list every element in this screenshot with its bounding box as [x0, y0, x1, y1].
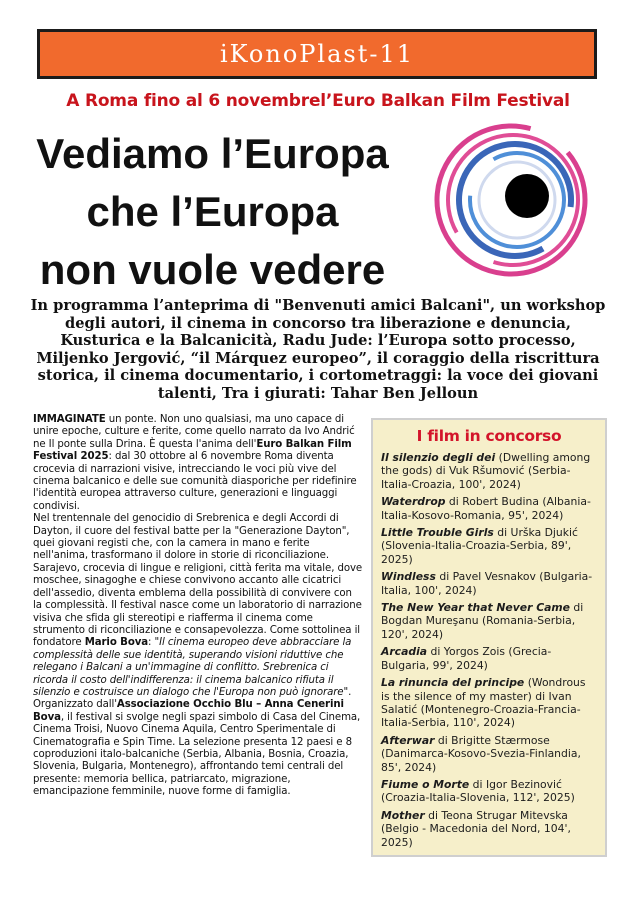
film-entry: Waterdrop di Robert Budina (Albania-Italia-Kosovo-Romania, 95', 2024)	[381, 495, 591, 522]
film-title: Fiume o Morte	[381, 777, 470, 791]
kicker-line: A Roma fino al 6 novembrel’Euro Balkan Film Festival	[66, 91, 570, 111]
film-title: Afterwar	[381, 733, 435, 747]
film-entry: La rinuncia del principe (Wondrous is the silence of my master) di Ivan Salatić (Montenegro-Croazia-Francia-Italia-Serbia, 110', 2024)	[381, 676, 586, 730]
article-paragraph-3: Organizzato dall'Associazione Occhio Blu – Anna Cenerini Bova, il festival si svolge negli spazi simbolo di Casa del Cinema, Cinema Troisi, Nuovo Cinema Aquila, Centro Sperimentale di Cinematografia e Spin Time. La selezione presenta 12 paesi e 8 coproduzioni italo-balcaniche (Serbia, Albania, Bosnia, Croazia, Slovenia, Bulgaria, Montenegro), affrontando temi centrali del presente: memoria bellica, patriarcato, migrazione, emancipazione femminile, nuove forme di famiglia.	[33, 699, 361, 798]
subheadline: In programma l’anteprima di "Benvenuti amici Balcani", un workshop degli autori, il cinema in concorso tra liberazione e denuncia, Kusturica e la Balcanicità, Radu Jude: l’Europa sotto processo, Miljenko Jergović, “il Márquez europeo”, il coraggio della riscrittura storica, il cinema documentario, i cortometraggi: la voce dei giovani talenti, Tra i giurati: Tahar Ben Jelloun	[30, 297, 606, 402]
film-title: Waterdrop	[381, 495, 446, 509]
sidebar-title: I film in concorso	[416, 427, 562, 445]
film-title: La rinuncia del principe	[381, 676, 525, 690]
eye-pupil	[505, 174, 549, 218]
film-entry: Il silenzio degli dei (Dwelling among the gods) di Vuk Ršumović (Serbia-Italia-Croazia, 100', 2024)	[381, 451, 591, 491]
film-entry: Mother di Teona Strugar Mitevska (Belgio - Macedonia del Nord, 104', 2025)	[381, 808, 571, 849]
film-title: The New Year that Never Came	[381, 601, 570, 615]
film-title: Arcadia	[381, 645, 428, 659]
article-body	[33, 414, 363, 799]
film-entry: Fiume o Morte di Igor Bezinović (Croazia-Italia-Slovenia, 112', 2025)	[381, 777, 575, 805]
film-title: Mother	[381, 808, 425, 822]
headline-line-1: Vediamo l’Europa	[36, 130, 389, 177]
article-paragraph-1: IMMAGINATE un ponte. Non uno qualsiasi, ma uno capace di unire epoche, culture e ferite, come quello narrato da Ivo Andrić ne Il ponte sulla Drina. È questa l'anima dell'Euro Balkan Film Festival 2025: dal 30 ottobre al 6 novembre Roma diventa crocevia di narrazioni visive, intrecciando le voci più vive del cinema balcanico e delle sue comunità diasporiche per ridefinire l'identità europea attraverso culture, generazioni e linguaggi condivisi.	[33, 414, 357, 512]
film-entry: Little Trouble Girls di Urška Djukić (Slovenia-Italia-Croazia-Serbia, 89', 2025)	[381, 526, 578, 566]
film-entry: The New Year that Never Came di Bogdan Mureşanu (Romania-Serbia, 120', 2024)	[381, 601, 584, 641]
founder-quote: Il cinema europeo deve abbracciare la complessità delle sue identità, superando visioni riduttive che relegano i Balcani a un'immagine di conflitto. Srebrenica ci ricorda il costo dell'indifferenza: il cinema balcanico rifiuta il silenzio e costruisce un dialogo che l'Europa non può ignorare	[33, 637, 352, 698]
film-title: Windless	[381, 570, 436, 584]
organizer-name: Associazione Occhio Blu – Anna Cenerini Bova	[33, 699, 344, 723]
masthead-title: iKonoPlast-11	[219, 40, 415, 68]
film-title: Il silenzio degli dei	[381, 451, 496, 464]
festival-name: Euro Balkan Film Festival 2025	[33, 438, 352, 463]
headline-line-2: che l’Europa	[86, 188, 339, 235]
film-entry: Windless di Pavel Vesnakov (Bulgaria-Italia, 100', 2024)	[381, 570, 593, 597]
film-entry: Afterwar di Brigitte Stærmose (Danimarca-Kosovo-Svezia-Finlandia, 85', 2024)	[381, 733, 581, 774]
film-title: Little Trouble Girls	[381, 526, 494, 540]
eye-logo-icon	[405, 118, 605, 286]
masthead	[37, 29, 597, 79]
film-entry: Arcadia di Yorgos Zois (Grecia-Bulgaria, 99', 2024)	[381, 645, 552, 672]
founder-name: Mario Bova	[84, 637, 149, 649]
headline-line-3: non vuole vedere	[39, 246, 386, 293]
lead-word: IMMAGINATE	[33, 414, 106, 425]
films-sidebar	[371, 418, 607, 857]
headline	[20, 125, 405, 299]
article-paragraph-2: Nel trentennale del genocidio di Srebrenica e degli Accordi di Dayton, il cuore del festival batte per la "Generazione Dayton", quei giovani registi che, con la camera in mano e ferite nell'anima, trasformano il dolore in storie di riconciliazione. Sarajevo, crocevia di lingue e religioni, città ferita ma vitale, dove moschee, sinagoghe e chiese convivono accanto alle cicatrici dell'assedio, diventa emblema della possibilità di convivere con la complessità. Il festival nasce come un laboratorio di narrazione visiva che sfida gli stereotipi e riafferma il cinema come strumento di riconciliazione e consapevolezza. Come sottolinea il fondatore Mario Bova: "Il cinema europeo deve abbracciare la complessità delle sue identità, superando visioni riduttive che relegano i Balcani a un'immagine di conflitto. Srebrenica ci ricorda il costo dell'indifferenza: il cinema balcanico rifiuta il silenzio e costruisce un dialogo che l'Europa non può ignorare".	[33, 513, 363, 698]
